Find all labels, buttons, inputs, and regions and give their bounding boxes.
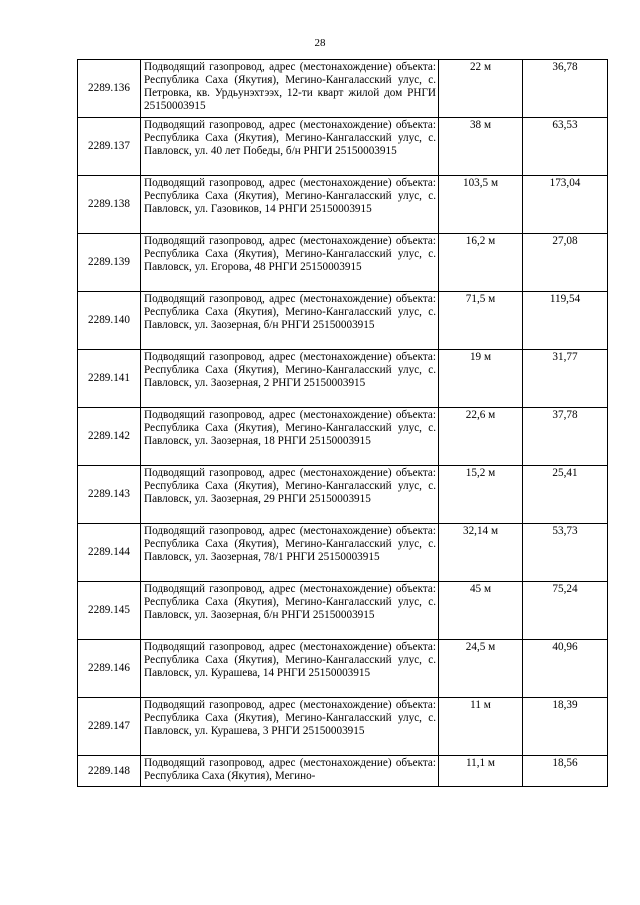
pipeline-length: 16,2 м [439,234,523,292]
pipeline-length: 22 м [439,60,523,118]
object-description: Подводящий газопровод, адрес (местонахождение) объекта: Республика Саха (Якутия), Мегино-Кангаласский улус, с. Павловск, ул. Курашева, 14 РНГИ 25150003915 [141,640,439,698]
pipeline-length: 103,5 м [439,176,523,234]
cost-value: 37,78 [523,408,608,466]
row-number: 2289.147 [78,698,141,756]
table-row [78,234,608,292]
cost-value: 119,54 [523,292,608,350]
row-number: 2289.144 [78,524,141,582]
cost-value: 173,04 [523,176,608,234]
object-description: Подводящий газопровод, адрес (местонахождение) объекта: Республика Саха (Якутия), Мегино-Кангаласский улус, с. Павловск, ул. Егорова, 48 РНГИ 25150003915 [141,234,439,292]
table-row [78,60,608,118]
object-description: Подводящий газопровод, адрес (местонахождение) объекта: Республика Саха (Якутия), Мегино-Кангаласский улус, с. Павловск, ул. Заозерная, б/н РНГИ 25150003915 [141,582,439,640]
row-number: 2289.143 [78,466,141,524]
row-number: 2289.139 [78,234,141,292]
object-description: Подводящий газопровод, адрес (местонахождение) объекта: Республика Саха (Якутия), Мегино-Кангаласский улус, с. Павловск, ул. Газовиков, 14 РНГИ 25150003915 [141,176,439,234]
row-number: 2289.145 [78,582,141,640]
cost-value: 18,56 [523,756,608,787]
cost-value: 31,77 [523,350,608,408]
cost-value: 53,73 [523,524,608,582]
object-description: Подводящий газопровод, адрес (местонахождение) объекта: Республика Саха (Якутия), Мегино-Кангаласский улус, с. Павловск, ул. Заозерная, 29 РНГИ 25150003915 [141,466,439,524]
pipeline-length: 19 м [439,350,523,408]
table-row [78,350,608,408]
table-row [78,756,608,787]
pipeline-length: 71,5 м [439,292,523,350]
row-number: 2289.142 [78,408,141,466]
cost-value: 40,96 [523,640,608,698]
table-row [78,408,608,466]
table-row [78,176,608,234]
object-description-text: Подводящий газопровод, адрес (местонахождение) объекта: Республика Саха (Якутия), Мегино- [144,757,436,782]
cost-value: 18,39 [523,698,608,756]
row-number: 2289.148 [78,756,141,787]
pipeline-length: 32,14 м [439,524,523,582]
table-row [78,466,608,524]
object-description: Подводящий газопровод, адрес (местонахождение) объекта: Республика Саха (Якутия), Мегино-Кангаласский улус, с. Павловск, ул. Заозерная, б/н РНГИ 25150003915 [141,292,439,350]
table-row [78,640,608,698]
table-row [78,292,608,350]
row-number: 2289.146 [78,640,141,698]
object-description: Подводящий газопровод, адрес (местонахождение) объекта: Республика Саха (Якутия), Мегино-Кангаласский улус, с. Павловск, ул. Курашева, 3 РНГИ 25150003915 [141,698,439,756]
table-row [78,582,608,640]
cost-value: 36,78 [523,60,608,118]
row-number: 2289.140 [78,292,141,350]
row-number: 2289.141 [78,350,141,408]
pipeline-length: 45 м [439,582,523,640]
object-description: Подводящий газопровод, адрес (местонахождение) объекта: Республика Саха (Якутия), Мегино-Кангаласский улус, с. Павловск, ул. Заозерная, 78/1 РНГИ 25150003915 [141,524,439,582]
object-description: Подводящий газопровод, адрес (местонахождение) объекта: Республика Саха (Якутия), Мегино-Кангаласский улус, с. Павловск, ул. 40 лет Победы, б/н РНГИ 25150003915 [141,118,439,176]
pipeline-length: 11 м [439,698,523,756]
row-number: 2289.137 [78,118,141,176]
cost-value: 63,53 [523,118,608,176]
registry-table [77,59,608,787]
pipeline-length: 38 м [439,118,523,176]
page-number: 28 [314,37,326,49]
object-description [141,756,439,787]
cost-value: 27,08 [523,234,608,292]
row-number: 2289.136 [78,60,141,118]
pipeline-length: 24,5 м [439,640,523,698]
pipeline-length: 11,1 м [439,756,523,787]
pipeline-length: 15,2 м [439,466,523,524]
table-row [78,118,608,176]
object-description: Подводящий газопровод, адрес (местонахождение) объекта: Республика Саха (Якутия), Мегино-Кангаласский улус, с. Павловск, ул. Заозерная, 2 РНГИ 25150003915 [141,350,439,408]
object-description: Подводящий газопровод, адрес (местонахождение) объекта: Республика Саха (Якутия), Мегино-Кангаласский улус, с. Павловск, ул. Заозерная, 18 РНГИ 25150003915 [141,408,439,466]
cost-value: 25,41 [523,466,608,524]
table-row [78,524,608,582]
row-number: 2289.138 [78,176,141,234]
pipeline-length: 22,6 м [439,408,523,466]
object-description: Подводящий газопровод, адрес (местонахождение) объекта: Республика Саха (Якутия), Мегино-Кангаласский улус, с. Петровка, кв. Урдьунэхтээх, 12-ти кварт жилой дом РНГИ 25150003915 [141,60,439,118]
cost-value: 75,24 [523,582,608,640]
table-row [78,698,608,756]
